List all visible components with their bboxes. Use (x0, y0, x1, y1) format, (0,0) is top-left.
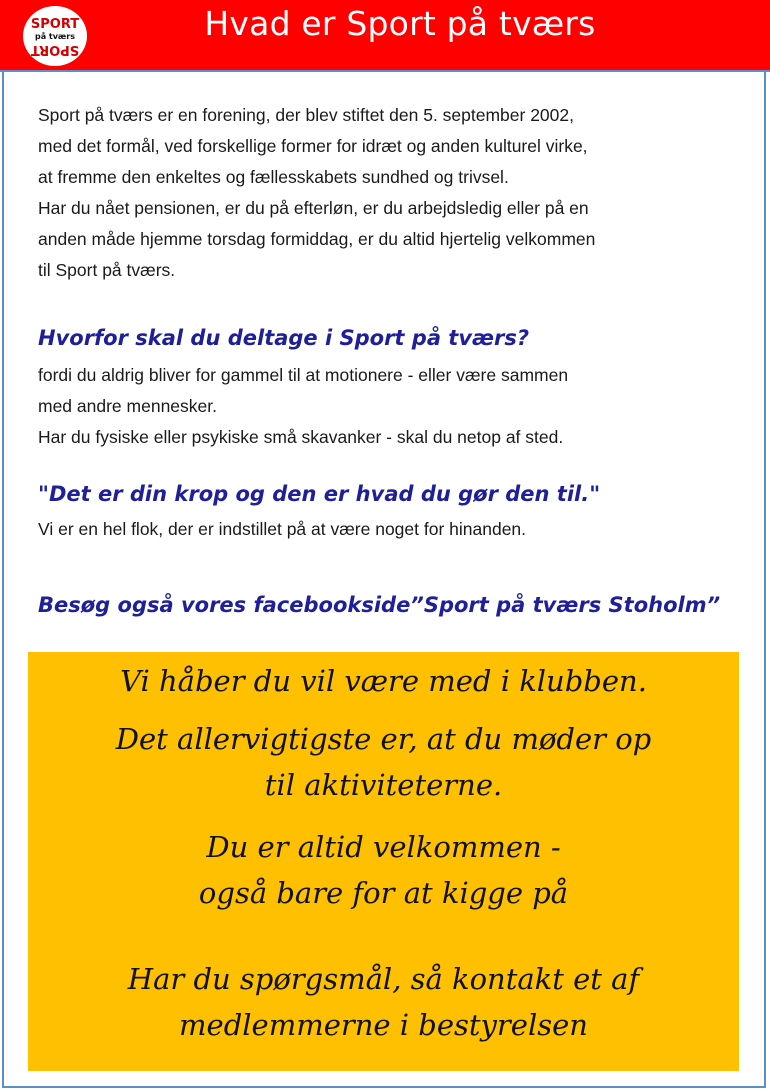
intro-text (38, 100, 738, 286)
intro-line: med det formål, ved forskellige former for idræt og anden kulturel virke, (38, 136, 588, 156)
callout-line-4b: medlemmerne i bestyrelsen (179, 1008, 588, 1042)
callout-line-2a: Det allervigtigste er, at du møder op (115, 722, 652, 756)
callout-line-3a: Du er altid velkommen - (206, 830, 561, 864)
sport-logo-icon (23, 6, 87, 66)
intro-line: anden måde hjemme torsdag formiddag, er du altid hjertelig velkommen (38, 229, 596, 249)
why-line: fordi du aldrig bliver for gammel til at motionere - eller være sammen (38, 365, 569, 385)
header-bar (0, 0, 770, 72)
facebook-heading: Besøg også vores facebookside”Sport på tværs Stoholm” (38, 593, 721, 617)
callout-block-2 (28, 716, 739, 808)
quote-line: Vi er en hel flok, der er indstillet på at være noget for hinanden. (38, 519, 527, 539)
intro-line: til Sport på tværs. (38, 260, 176, 280)
why-line: med andre mennesker. (38, 396, 217, 416)
quote-text (38, 514, 738, 545)
callout-box (28, 652, 739, 1071)
callout-line-3b: også bare for at kigge på (198, 876, 569, 910)
logo-bottom-text: SPORT (30, 42, 80, 57)
page-title: Hvad er Sport på tværs (204, 4, 596, 43)
sport-logo (23, 6, 87, 66)
intro-line: Har du nået pensionen, er du på efterløn, er du arbejdsledig eller på en (38, 198, 589, 218)
intro-line: Sport på tværs er en forening, der blev stiftet den 5. september 2002, (38, 105, 574, 125)
why-line: Har du fysiske eller psykiske små skavanker - skal du netop af sted. (38, 427, 564, 447)
logo-top-text: SPORT (30, 17, 80, 32)
intro-line: at fremme den enkeltes og fællesskabets sundhed og trivsel. (38, 167, 509, 187)
why-heading: Hvorfor skal du deltage i Sport på tværs? (38, 326, 530, 350)
callout-block-4 (28, 956, 739, 1048)
callout-line-4a: Har du spørgsmål, så kontakt et af (127, 962, 640, 996)
quote-heading: "Det er din krop og den er hvad du gør den til." (38, 482, 601, 506)
why-text (38, 360, 738, 453)
callout-line-1: Vi håber du vil være med i klubben. (120, 664, 647, 698)
callout-block-3 (28, 824, 739, 916)
callout-line-2b: til aktiviteterne. (264, 768, 503, 802)
logo-middle-text: på tværs (34, 32, 76, 41)
